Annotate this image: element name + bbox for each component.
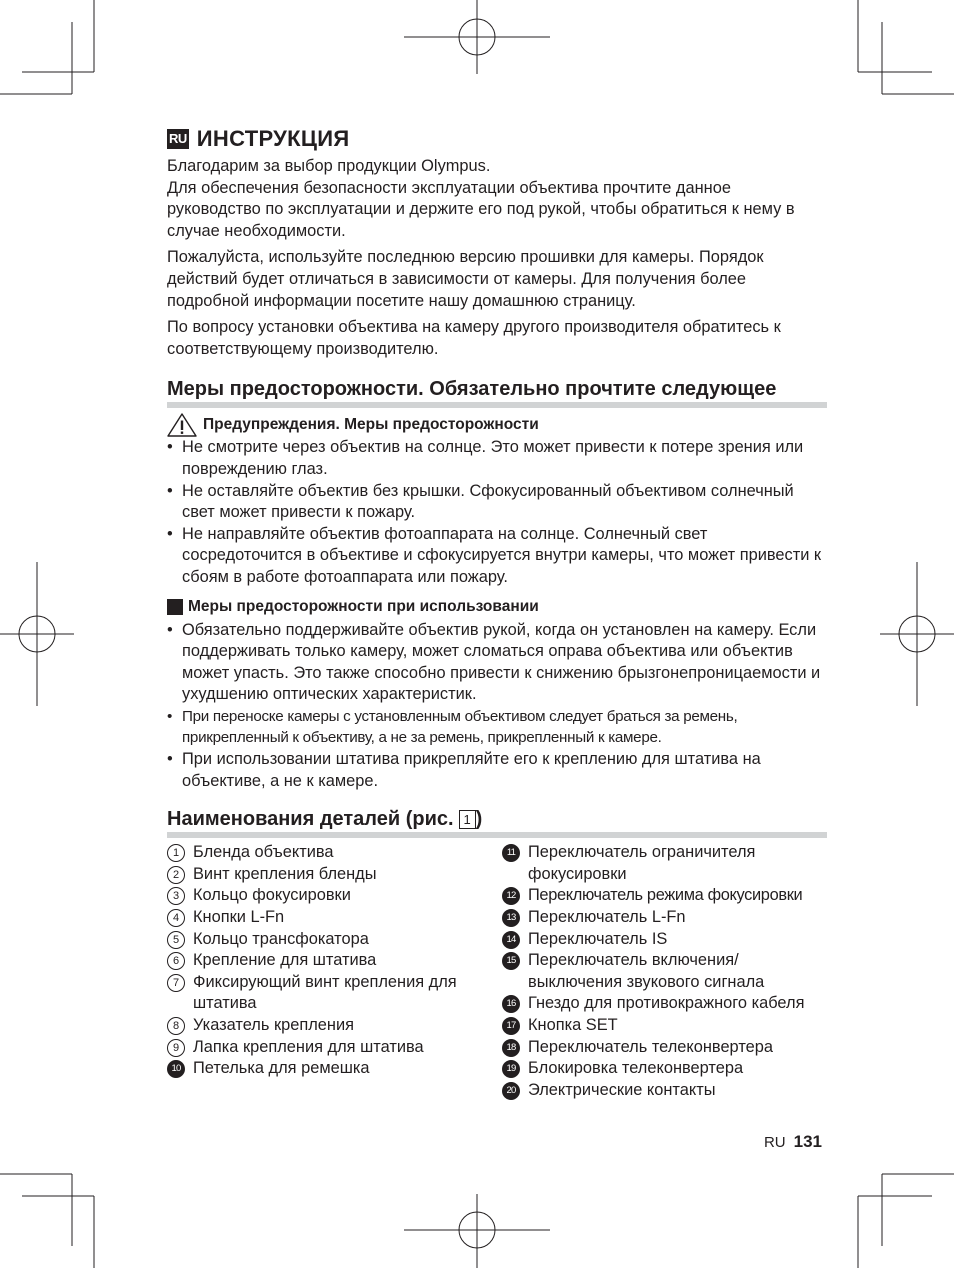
list-item [502, 1058, 827, 1080]
language-badge: RU [167, 129, 189, 149]
usage-heading [167, 595, 827, 620]
warnings-list [167, 437, 827, 588]
footer-language: RU [763, 1134, 786, 1151]
parts-heading-text: Наименования деталей (рис. [167, 808, 454, 831]
part-label: Переключатель ограничителя фокусировки [528, 843, 756, 883]
page-number: 131 [793, 1132, 822, 1151]
list-item [167, 1058, 502, 1080]
warning-triangle-icon [167, 413, 197, 437]
part-label: Переключатель телеконвертера [528, 1037, 773, 1056]
part-label: Петелька для ремешка [193, 1059, 370, 1078]
part-label: Электрические контакты [528, 1080, 716, 1099]
list-item [502, 1037, 827, 1059]
part-number: 10 [167, 1060, 185, 1078]
part-number: 7 [167, 974, 185, 992]
figure-reference: 1 [459, 810, 476, 829]
list-item: • Не смотрите через объектив на солнце. Это может привести к потере зрения или повреждению глаз. [167, 437, 827, 480]
part-number: 17 [502, 1017, 520, 1035]
part-number: 2 [167, 866, 185, 884]
part-number: 4 [167, 909, 185, 927]
part-number: 19 [502, 1060, 520, 1078]
part-number: 1 [167, 844, 185, 862]
list-item: • Не оставляйте объектив без крышки. Сфокусированный объективом солнечный свет может привести к пожару. [167, 481, 827, 524]
part-number: 20 [502, 1082, 520, 1100]
part-label: Фиксирующий винт крепления для штатива [193, 972, 457, 1013]
parts-list [167, 842, 827, 1101]
part-number: 12 [502, 887, 520, 905]
part-number: 11 [502, 844, 520, 862]
part-number: 8 [167, 1017, 185, 1035]
part-label: Кнопки L-Fn [193, 908, 285, 927]
list-item [167, 929, 502, 951]
part-label: Бленда объектива [193, 843, 334, 862]
part-number: 16 [502, 995, 520, 1013]
part-label: Указатель крепления [193, 1016, 355, 1034]
part-number: 13 [502, 909, 520, 927]
intro-safety: Для обеспечения безопасности эксплуатации объектива прочтите данное руководство по эксплуатации и держите его под рукой, чтобы обратиться к нему в случае необходимости. [167, 178, 795, 240]
parts-heading-suffix: ) [475, 808, 483, 831]
warnings-heading [167, 412, 827, 437]
part-label: Винт крепления бленды [193, 864, 377, 883]
page-title [167, 124, 827, 154]
part-label: Блокировка телеконвертера [528, 1059, 744, 1078]
part-label: Переключатель L-Fn [528, 908, 686, 927]
warnings-heading-text: Предупреждения. Меры предосторожности [203, 416, 539, 434]
part-label: Лапка крепления для штатива [193, 1037, 424, 1056]
list-item [167, 907, 502, 929]
intro-paragraph-2: Пожалуйста, используйте последнюю версию прошивки для камеры. Порядок действий будет отличаться в зависимости от камеры. Для получения более подробной информации посетите нашу домашнюю страницу. [167, 248, 764, 310]
parts-column-right [502, 842, 827, 1101]
list-item [167, 950, 502, 972]
list-item [502, 929, 827, 951]
part-label: Кнопка SET [528, 1016, 618, 1034]
part-number: 15 [502, 952, 520, 970]
part-number: 18 [502, 1039, 520, 1057]
part-label: Крепление для штатива [193, 951, 377, 970]
list-item [502, 993, 827, 1015]
list-item [502, 907, 827, 929]
list-item: • Обязательно поддерживайте объектив рукой, когда он установлен на камеру. Если поддерживать только камеру, может сломаться оправа объектива или объектив может упасть. Это также способно привести к снижению брызгонепроницаемости и ухудшению оптических характеристик. [167, 620, 827, 706]
usage-heading-text: Меры предосторожности при использовании [188, 598, 539, 616]
page-content [167, 124, 827, 1101]
list-item [167, 842, 502, 864]
part-number: 3 [167, 887, 185, 905]
list-item [167, 1037, 502, 1059]
intro-paragraph-1 [167, 156, 827, 242]
list-item [502, 842, 827, 885]
list-item [502, 885, 827, 907]
black-square-icon [167, 599, 183, 615]
part-label: Гнездо для противокражного кабеля [528, 994, 805, 1013]
list-item [167, 885, 502, 907]
part-label: Переключатель режима фокусировки [528, 886, 803, 905]
precautions-heading: Меры предосторожности. Обязательно прочтите следующее [167, 376, 827, 408]
page-title-text: ИНСТРУКЦИЯ [196, 126, 350, 152]
parts-column-left [167, 842, 502, 1101]
page-footer [764, 1132, 822, 1152]
list-item: • При использовании штатива прикрепляйте его к креплению для штатива на объективе, а не к камере. [167, 749, 827, 792]
list-item [167, 1015, 502, 1037]
part-number: 6 [167, 952, 185, 970]
list-item [502, 950, 827, 993]
part-label: Переключатель IS [528, 929, 668, 948]
list-item: • При переноске камеры с установленным объективом следует браться за ремень, прикрепленный к объективу, а не за ремень, прикрепленный к камере. [167, 706, 827, 749]
part-number: 5 [167, 931, 185, 949]
parts-heading [167, 806, 827, 838]
list-item [502, 1015, 827, 1037]
list-item [502, 1080, 827, 1102]
intro-thanks: Благодарим за выбор продукции Olympus. [167, 157, 491, 175]
part-label: Кольцо трансфокатора [193, 929, 369, 948]
list-item: • Не направляйте объектив фотоаппарата на солнце. Солнечный свет сосредоточится в объективе и сфокусируется внутри камеры, что может привести к сбоям в работе фотоаппарата или пожару. [167, 524, 827, 589]
part-label: Кольцо фокусировки [193, 886, 351, 905]
list-item [167, 972, 502, 1015]
usage-list [167, 620, 827, 793]
part-number: 14 [502, 931, 520, 949]
intro-paragraph-3: По вопросу установки объектива на камеру другого производителя обратитесь к соответствующему производителю. [167, 318, 781, 358]
part-label: Переключатель включения/ выключения звукового сигнала [528, 951, 765, 991]
part-number: 9 [167, 1039, 185, 1057]
list-item [167, 864, 502, 886]
